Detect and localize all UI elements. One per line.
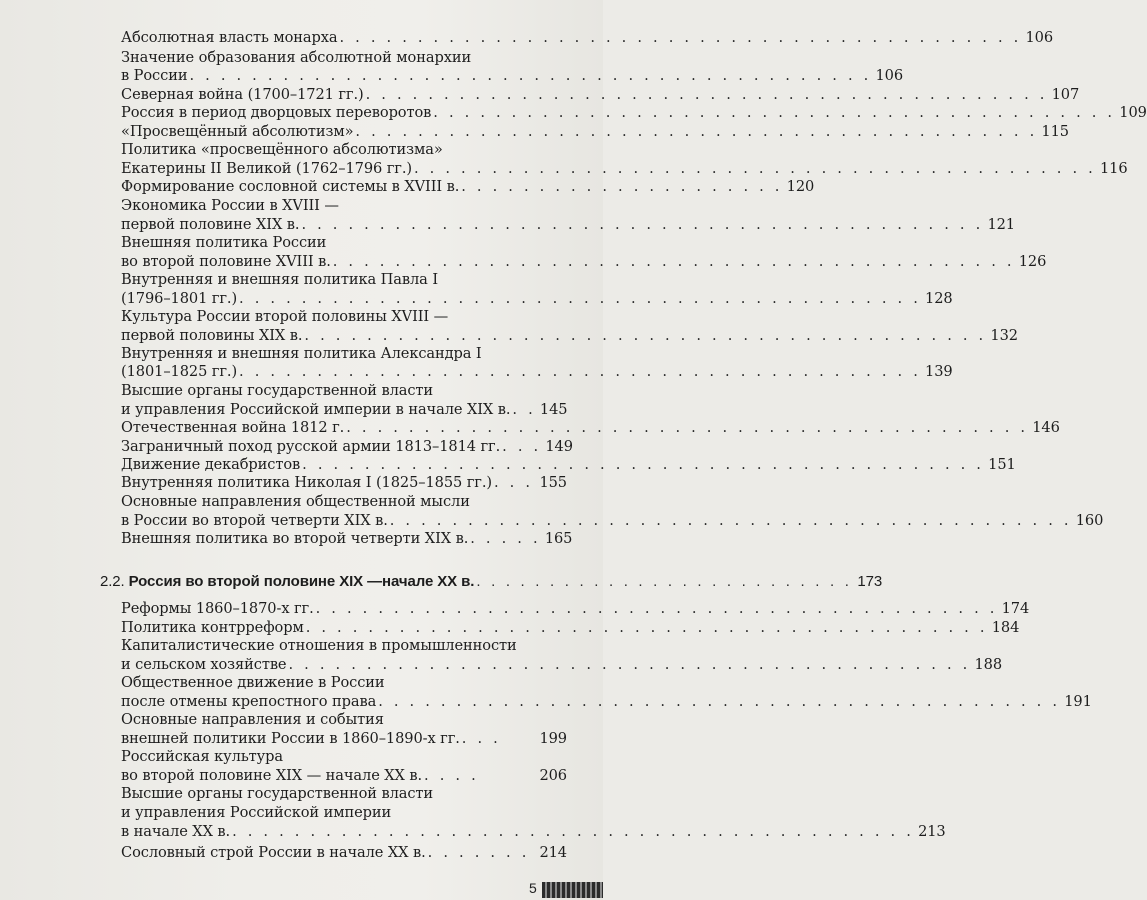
entry-title: и управления Российской империи в начале XIX в. xyxy=(121,401,511,418)
entry-page: 165 xyxy=(544,530,573,547)
toc-line-last xyxy=(121,103,1147,123)
entry-title: (1796–1801 гг.) xyxy=(121,290,238,307)
toc-line-last xyxy=(121,400,567,420)
leader-dots: . . . xyxy=(493,474,534,491)
toc-line-last xyxy=(121,473,567,493)
toc-line-last xyxy=(121,655,1003,675)
leader-dots: . . . . . . . xyxy=(427,844,530,861)
entry-page: 116 xyxy=(1099,160,1128,177)
entry-page: 107 xyxy=(1051,86,1080,103)
entry-page: 199 xyxy=(539,730,567,747)
entry-page: 120 xyxy=(786,178,815,195)
toc-line: Общественное движение в России xyxy=(121,674,385,691)
leader-dots: . . . . . . . . . . . . . . . . . . . . . . . . . . . . . . . . . . . . . . . . . . . . xyxy=(305,619,988,636)
leader-dots: . . . . . . . . . . . . . . . . . . . . . . . . . . . . . . . . . . . . . . . . . . . . xyxy=(346,419,1029,436)
leader-dots: . . . xyxy=(461,730,501,747)
entry-title: Внешняя политика во второй четверти XIX в. xyxy=(121,530,469,547)
toc-line: Значение образования абсолютной монархии xyxy=(121,49,472,66)
entry-page: 206 xyxy=(539,767,567,784)
toc-line-last xyxy=(121,362,953,382)
toc-line: Капиталистические отношения в промышленности xyxy=(121,637,517,654)
entry-page: 128 xyxy=(925,290,953,307)
leader-dots: . . . . . . . . . . . . . . . . . . . . . . . . . . . . . . . . . . . . . . . . . . . . xyxy=(189,67,872,84)
entry-title: Внутренняя политика Николая I (1825–1855 гг.) xyxy=(121,474,492,491)
leader-dots: . . xyxy=(512,401,536,418)
entry-page: 139 xyxy=(925,363,953,380)
toc-line: и управления Российской империи xyxy=(121,804,392,821)
entry-page: 155 xyxy=(539,474,567,491)
leader-dots: . . . . . . . . . . . . . . . . . . . . . . . . . . . . . . . . . . . . . . . . . . . . xyxy=(239,363,922,380)
entry-page: 145 xyxy=(539,401,568,418)
entry-title: Формирование сословной системы в XVIII в. xyxy=(121,178,460,195)
toc-line-last xyxy=(121,455,1016,475)
toc-line: Высшие органы государственной власти xyxy=(121,785,434,802)
section-heading xyxy=(100,572,883,592)
entry-page: 106 xyxy=(875,67,904,84)
entry-page: 160 xyxy=(1075,512,1104,529)
entry-title: и сельском хозяйстве xyxy=(121,656,287,673)
entry-page: 106 xyxy=(1025,29,1054,46)
leader-dots: . . . . . . . . . . . . . . . . . . . . . . . . . . . . . . . . . . . . . . . . . . . . xyxy=(315,600,998,617)
entry-title: Движение декабристов xyxy=(121,456,301,473)
entry-title: первой половины XIX в. xyxy=(121,327,303,344)
entry-title: первой половине XIX в. xyxy=(121,216,300,233)
toc-line-last xyxy=(121,85,1080,105)
entry-page: 214 xyxy=(539,844,567,861)
entry-title: Заграничный поход русской армии 1813–1814 гг. xyxy=(121,438,501,455)
toc-line-last xyxy=(121,177,815,197)
entry-page: 121 xyxy=(987,216,1015,233)
toc-line: Высшие органы государственной власти xyxy=(121,382,434,399)
leader-dots: . . . . . . . . . . . . . . . . . . . . . . . . . . . . . . . . . . . . . . . . . . . . xyxy=(239,290,922,307)
leader-dots: . . . . . xyxy=(470,530,541,547)
leader-dots: . . . . . . . . . . . . . . . . . . . . . . . . . . . . . . . . . . . . . . . . . . . . xyxy=(365,86,1048,103)
toc-line-last xyxy=(121,599,1030,619)
entry-page: 213 xyxy=(918,823,946,840)
toc-line-last xyxy=(121,437,573,457)
leader-dots: . . . . . . . . . . . . . . . . . . . . . . . . . . . . . . . . . . . . . . . . . . . . xyxy=(302,456,985,473)
entry-page: 184 xyxy=(991,619,1020,636)
entry-page: 151 xyxy=(988,456,1016,473)
entry-title: Сословный строй России в начале XX в. xyxy=(121,844,426,861)
entry-title: Абсолютная власть монарха xyxy=(121,29,338,46)
leader-dots: . . . . . . . . . . . . . . . . . . . . . . . . . . . . . . . . . . . . . . . . . . . . xyxy=(288,656,971,673)
toc-line-last xyxy=(121,418,1060,438)
entry-title: Отечественная война 1812 г. xyxy=(121,419,345,436)
toc-line-last xyxy=(121,252,1047,272)
entry-title: Политика контрреформ xyxy=(121,619,304,636)
toc-line-last xyxy=(121,159,1128,179)
entry-title: «Просвещённый абсолютизм» xyxy=(121,123,354,140)
leader-dots: . . . . . . . . . . . . . . . . . . . . . . . . . . . . . . . . . . . . . . . . . . . . xyxy=(339,29,1022,46)
toc-line-last xyxy=(121,122,1069,142)
leader-dots: . . . . . . . . . . . . . . . . . . . . . . . . . . . . . . . . . . . . . . . . . . . . xyxy=(355,123,1038,140)
section-number: 2.2. xyxy=(100,573,125,590)
entry-title: Северная война (1700–1721 гг.) xyxy=(121,86,364,103)
toc-line-last xyxy=(121,618,1020,638)
section-title: Россия во второй половине XIX —начале XX в. xyxy=(128,573,475,590)
toc-line-last xyxy=(121,66,904,86)
toc-line: Внутренняя и внешняя политика Павла I xyxy=(121,271,438,288)
page-edge-marker xyxy=(542,882,603,898)
entry-title: в России xyxy=(121,67,188,84)
page-number: 5 xyxy=(529,880,537,896)
toc-line-last xyxy=(121,529,573,549)
toc-line-last xyxy=(121,289,953,309)
toc-line-last xyxy=(121,766,567,786)
toc-line: Внутренняя и внешняя политика Александра I xyxy=(121,345,482,362)
toc-line-last xyxy=(121,28,1054,48)
entry-page: 188 xyxy=(974,656,1003,673)
leader-dots: . . . . xyxy=(424,767,479,784)
toc-line: Основные направления и события xyxy=(121,711,384,728)
toc-line: Культура России второй половины XVIII — xyxy=(121,308,449,325)
section-page: 173 xyxy=(857,573,883,590)
leader-dots: . . . . . . . . . . . . . . . . . . . . . . . . . . . . . . . . . . . . . . . . . . . . xyxy=(304,327,987,344)
entry-page: 146 xyxy=(1032,419,1060,436)
entry-title: в начале XX в. xyxy=(121,823,231,840)
toc-line-last xyxy=(121,692,1092,712)
entry-title: Реформы 1860–1870-х гг. xyxy=(121,600,314,617)
leader-dots: . . . . . . . . . . . . . . . . . . . . . . . . . . . . . . . . . . . . . . . . . . . . xyxy=(433,104,1116,121)
entry-page: 109 xyxy=(1119,104,1147,121)
entry-page: 115 xyxy=(1041,123,1069,140)
toc-line: Экономика России в XVIII — xyxy=(121,197,339,214)
entry-title: Екатерины II Великой (1762–1796 гг.) xyxy=(121,160,412,177)
toc-line-last xyxy=(121,729,567,749)
toc-line-last xyxy=(121,215,1015,235)
toc-line: Политика «просвещённого абсолютизма» xyxy=(121,141,443,158)
toc-line-last xyxy=(121,843,567,863)
toc-line-last xyxy=(121,326,1018,346)
leader-dots: . . . . . . . . . . . . . . . . . . . . . xyxy=(461,178,783,195)
leader-dots: . . . . . . . . . . . . . . . . . . . . . . . . . . xyxy=(476,573,853,590)
entry-page: 174 xyxy=(1001,600,1030,617)
entry-title: после отмены крепостного права xyxy=(121,693,377,710)
entry-page: 132 xyxy=(990,327,1018,344)
leader-dots: . . . . . . . . . . . . . . . . . . . . . . . . . . . . . . . . . . . . . . . . . . . . xyxy=(413,160,1096,177)
toc-line: Основные направления общественной мысли xyxy=(121,493,470,510)
entry-title: во второй половине XVIII в. xyxy=(121,253,331,270)
leader-dots: . . . xyxy=(502,438,542,455)
leader-dots: . . . . . . . . . . . . . . . . . . . . . . . . . . . . . . . . . . . . . . . . . . . . xyxy=(232,823,915,840)
entry-page: 149 xyxy=(545,438,573,455)
entry-title: в России во второй четверти XIX в. xyxy=(121,512,388,529)
toc-line: Российская культура xyxy=(121,748,283,765)
entry-title: Россия в период дворцовых переворотов xyxy=(121,104,432,121)
toc-line-last xyxy=(121,822,946,842)
entry-page: 126 xyxy=(1018,253,1047,270)
leader-dots: . . . . . . . . . . . . . . . . . . . . . . . . . . . . . . . . . . . . . . . . . . . . xyxy=(301,216,984,233)
toc-line-last xyxy=(121,511,1104,531)
entry-page: 191 xyxy=(1064,693,1092,710)
entry-title: во второй половине XIX — начале XX в. xyxy=(121,767,423,784)
leader-dots: . . . . . . . . . . . . . . . . . . . . . . . . . . . . . . . . . . . . . . . . . . . . xyxy=(378,693,1061,710)
toc-line: Внешняя политика России xyxy=(121,234,327,251)
leader-dots: . . . . . . . . . . . . . . . . . . . . . . . . . . . . . . . . . . . . . . . . . . . . xyxy=(332,253,1015,270)
entry-title: внешней политики России в 1860–1890-х гг. xyxy=(121,730,460,747)
leader-dots: . . . . . . . . . . . . . . . . . . . . . . . . . . . . . . . . . . . . . . . . . . . . xyxy=(389,512,1072,529)
entry-title: (1801–1825 гг.) xyxy=(121,363,238,380)
